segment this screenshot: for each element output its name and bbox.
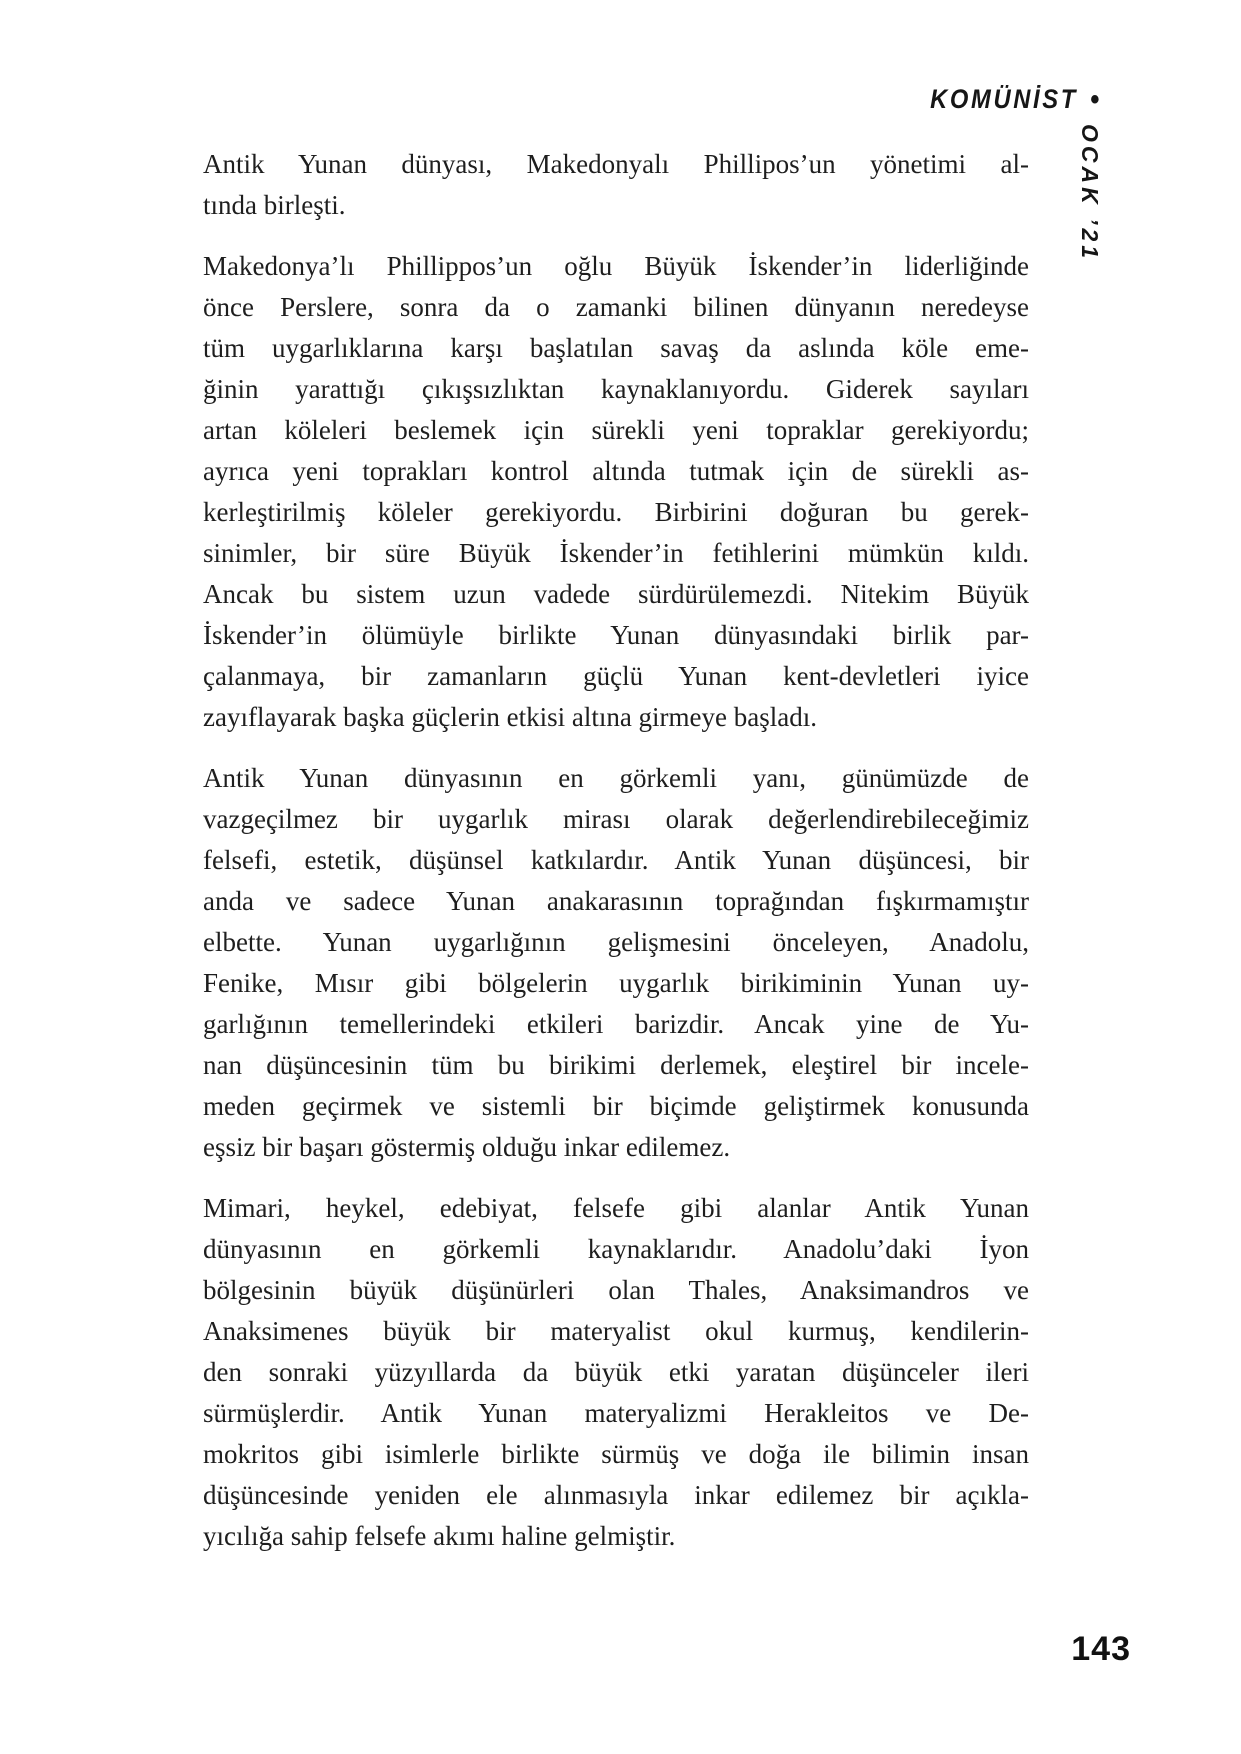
text-line: zayıflayarak başka güçlerin etkisi altına girmeye başladı.: [203, 702, 817, 732]
text-line: dünyasının en görkemli kaynaklarıdır. Anadolu’daki İyon: [203, 1234, 1029, 1264]
text-line: elbette. Yunan uygarlığının gelişmesini önceleyen, Anadolu,: [203, 927, 1029, 957]
text-line: den sonraki yüzyıllarda da büyük etki yaratan düşünceler ileri: [203, 1357, 1029, 1387]
page-number: 143: [1071, 1630, 1131, 1668]
text-line: mokritos gibi isimlerle birlikte sürmüş ve doğa ile bilimin insan: [203, 1439, 1029, 1469]
text-line: eşsiz bir başarı göstermiş olduğu inkar edilemez.: [203, 1132, 731, 1162]
text-line: Mimari, heykel, edebiyat, felsefe gibi alanlar Antik Yunan: [203, 1193, 1029, 1223]
text-line: kerleştirilmiş köleler gerekiyordu. Birbirini doğuran bu gerek-: [203, 497, 1029, 527]
text-line: çalanmaya, bir zamanların güçlü Yunan kent-devletleri iyice: [203, 661, 1029, 691]
text-line: vazgeçilmez bir uygarlık mirası olarak değerlendirebileceğimiz: [203, 804, 1029, 834]
text-line: düşüncesinde yeniden ele alınmasıyla inkar edilemez bir açıkla-: [203, 1480, 1029, 1510]
text-line: Fenike, Mısır gibi bölgelerin uygarlık birikiminin Yunan uy-: [203, 968, 1029, 998]
text-line: ğinin yarattığı çıkışsızlıktan kaynaklanıyordu. Giderek sayıları: [203, 374, 1029, 404]
text-line: tında birleşti.: [203, 190, 346, 220]
text-line: Makedonya’lı Phillippos’un oğlu Büyük İskender’in liderliğinde: [203, 251, 1029, 281]
text-line: Antik Yunan dünyasının en görkemli yanı, günümüzde de: [203, 763, 1029, 793]
text-line: tüm uygarlıklarına karşı başlatılan savaş da aslında köle eme-: [203, 333, 1029, 363]
text-line: artan köleleri beslemek için sürekli yeni topraklar gerekiyordu;: [203, 415, 1029, 445]
text-line: bölgesinin büyük düşünürleri olan Thales, Anaksimandros ve: [203, 1275, 1029, 1305]
text-line: meden geçirmek ve sistemli bir biçimde geliştirmek konusunda: [203, 1091, 1029, 1121]
text-line: Ancak bu sistem uzun vadede sürdürülemezdi. Nitekim Büyük: [203, 579, 1029, 609]
paragraph: [203, 144, 1029, 226]
text-line: İskender’in ölümüyle birlikte Yunan dünyasındaki birlik par-: [203, 620, 1029, 650]
text-line: sinimler, bir süre Büyük İskender’in fetihlerini mümkün kıldı.: [203, 538, 1029, 568]
text-line: sürmüşlerdir. Antik Yunan materyalizmi Herakleitos ve De-: [203, 1398, 1029, 1428]
text-line: ayrıca yeni toprakları kontrol altında tutmak için de sürekli as-: [203, 456, 1029, 486]
text-line: felsefi, estetik, düşünsel katkılardır. Antik Yunan düşüncesi, bir: [203, 845, 1029, 875]
issue-label: OCAK ’21: [1077, 124, 1103, 263]
paragraph: [203, 246, 1029, 738]
text-line: Anaksimenes büyük bir materyalist okul kurmuş, kendilerin-: [203, 1316, 1029, 1346]
text-line: garlığının temellerindeki etkileri barizdir. Ancak yine de Yu-: [203, 1009, 1029, 1039]
header-bullet-icon: •: [1090, 83, 1100, 116]
text-line: nan düşüncesinin tüm bu birikimi derlemek, eleştirel bir incele-: [203, 1050, 1029, 1080]
paragraph: [203, 1188, 1029, 1557]
text-line: Antik Yunan dünyası, Makedonyalı Phillipos’un yönetimi al-: [203, 149, 1029, 179]
article-body: [203, 144, 1029, 1577]
text-line: yıcılığa sahip felsefe akımı haline gelmiştir.: [203, 1521, 676, 1551]
journal-title: KOMÜNİST: [930, 84, 1079, 114]
text-line: önce Perslere, sonra da o zamanki bilinen dünyanın neredeyse: [203, 292, 1029, 322]
page-header: [931, 82, 1100, 116]
text-line: anda ve sadece Yunan anakarasının toprağından fışkırmamıştır: [203, 886, 1029, 916]
paragraph: [203, 758, 1029, 1168]
